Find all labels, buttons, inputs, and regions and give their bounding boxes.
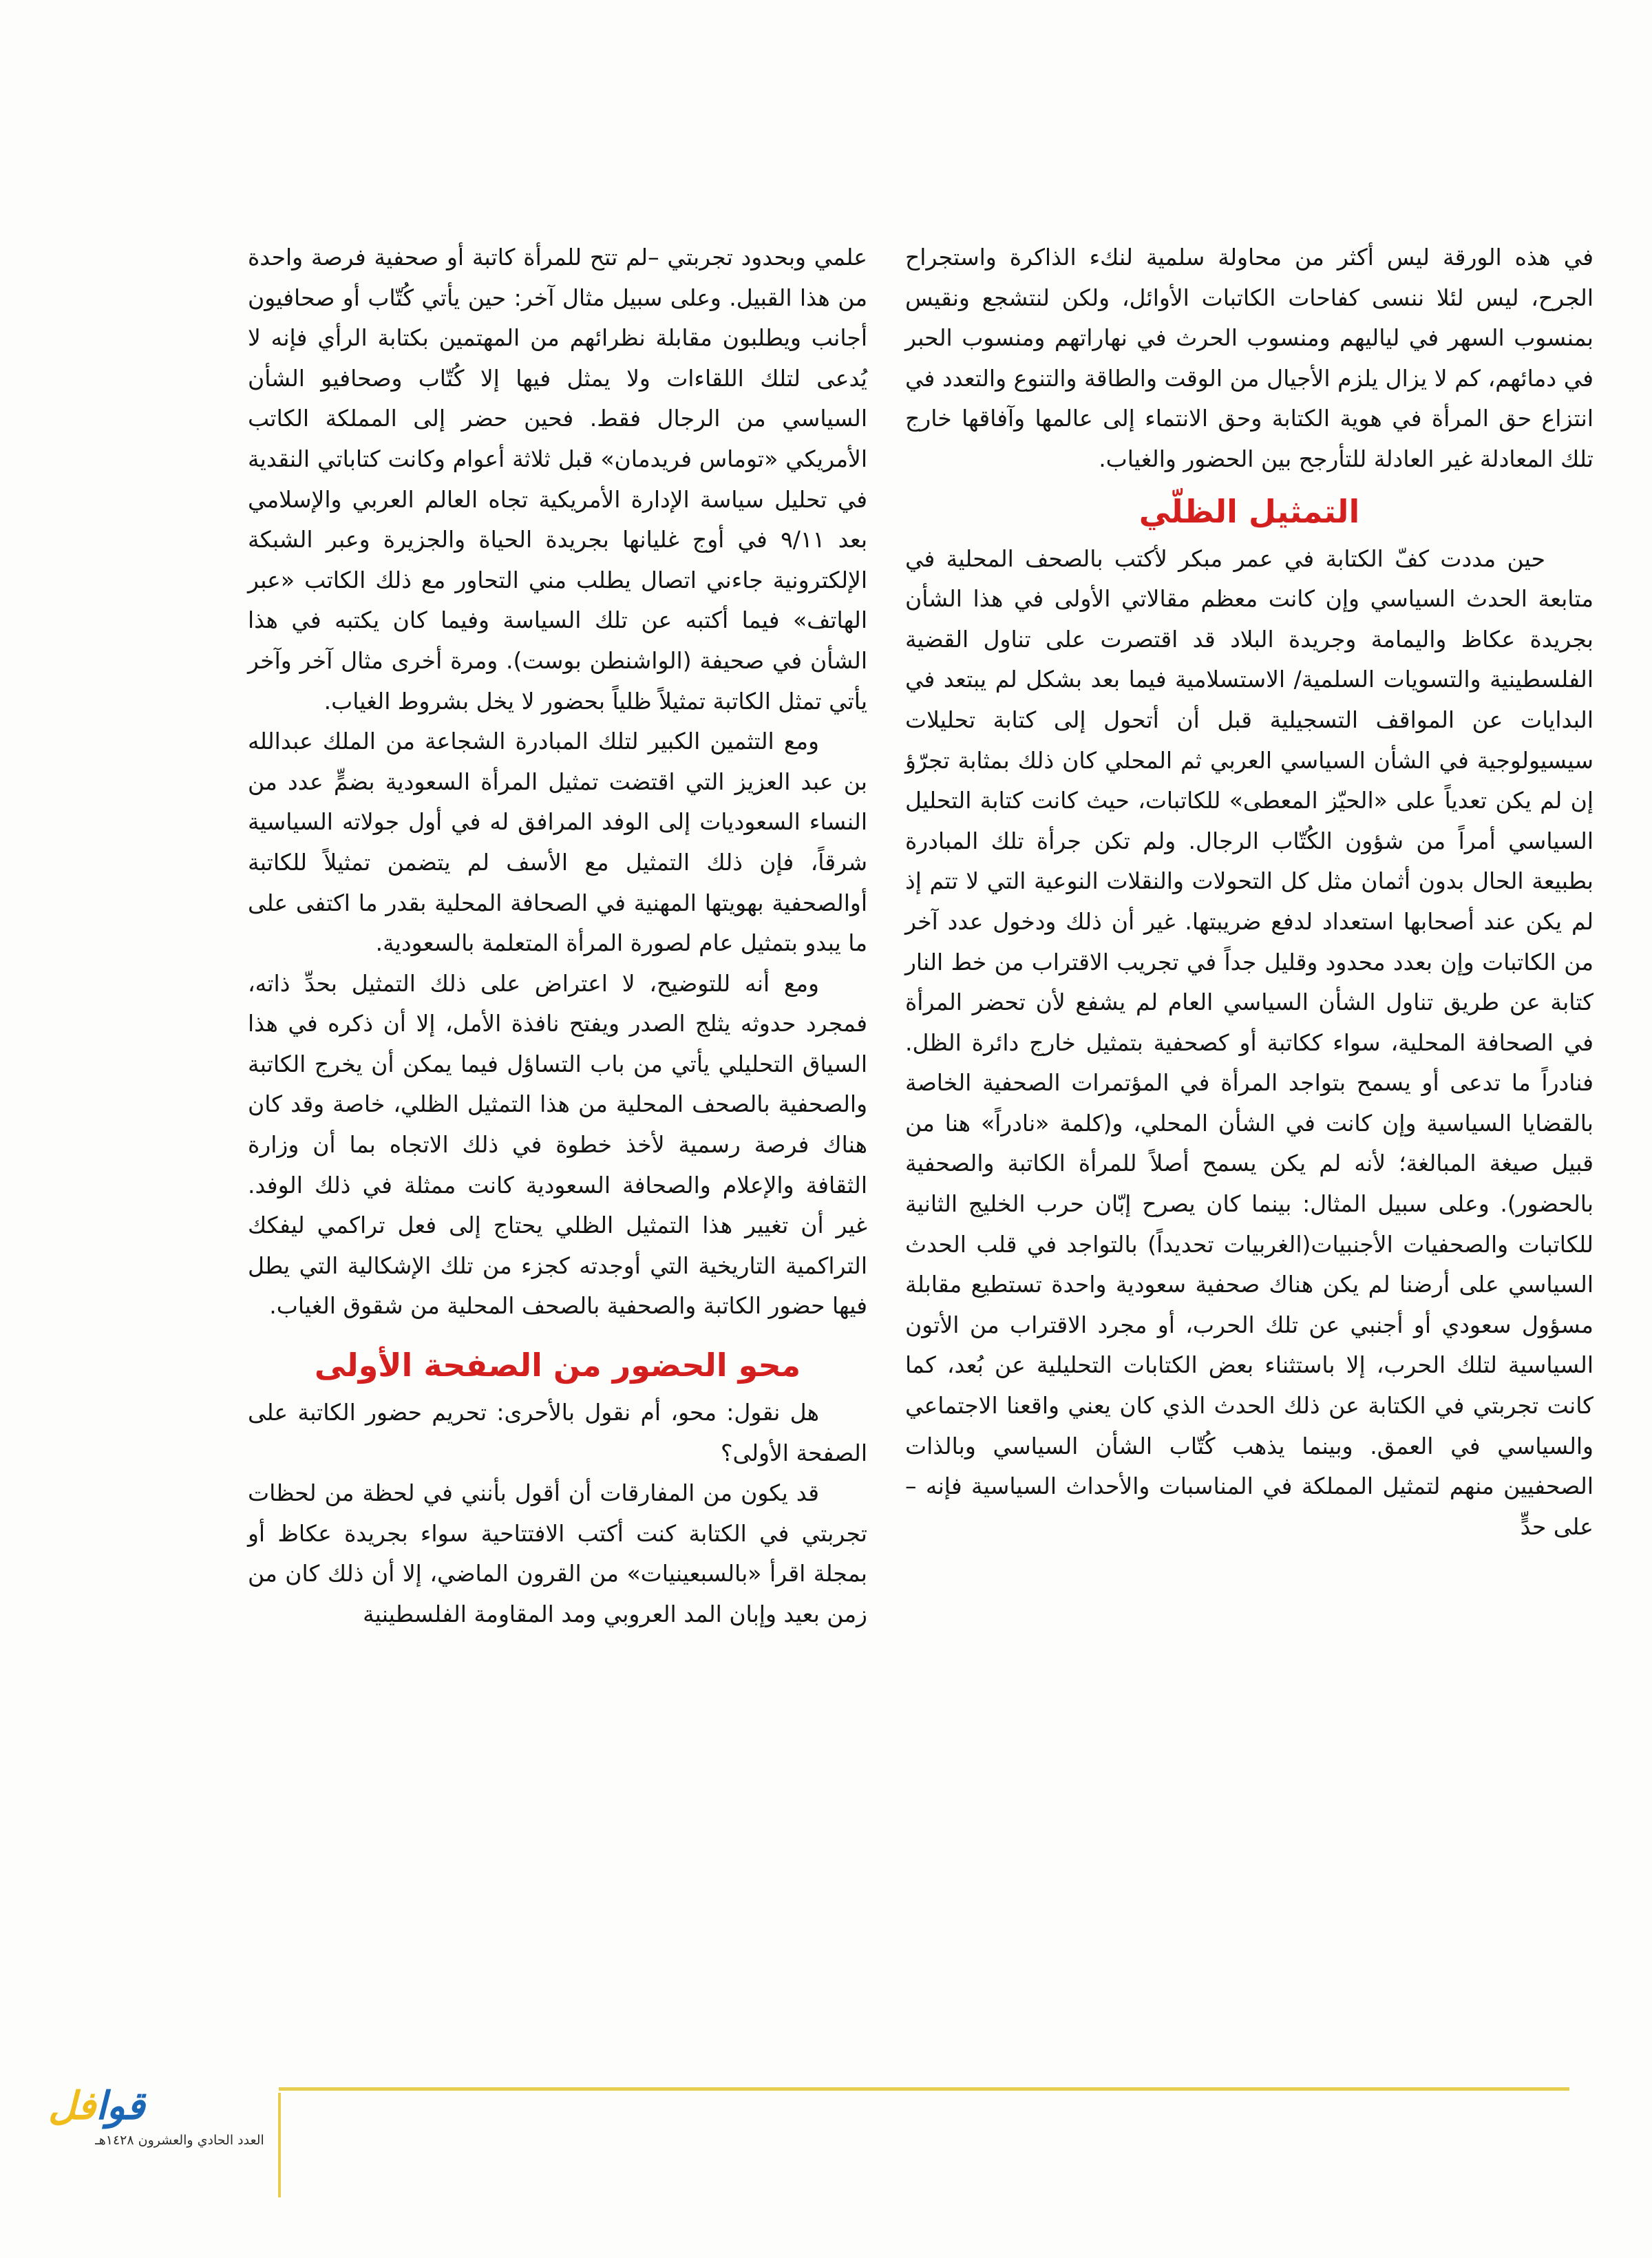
left-paragraph-3: ومع أنه للتوضيح، لا اعتراض على ذلك التمثيل بحدِّ ذاته، فمجرد حدوثه يثلج الصدر ويفتح نافذة الأمل، إلا أن ذكره في هذا السياق التحليلي يأتي من باب التساؤل فيما يمكن أن يخرج الكاتبة والصحفية بالصحف المحلية من هذا التمثيل الظلي، خاصة وقد كان هناك فرصة رسمية لأخذ خطوة في ذلك الاتجاه بما أن وزارة الثقافة والإعلام والصحافة السعودية كانت ممثلة في ذلك الوفد. غير أن تغيير هذا التمثيل الظلي يحتاج إلى فعل تراكمي ليفكك التراكمية التاريخية التي أوجدته كجزء من تلك الإشكالية التي يطل فيها حضور الكاتبة والصحفية بالصحف المحلية من شقوق الغياب. [248,969,867,1320]
footer-divider [279,2087,1569,2091]
logo-text-accent: فل [48,2084,96,2129]
left-paragraph-4: هل نقول: محو، أم نقول بالأحرى: تحريم حضور الكاتبة على الصفحة الأولى؟ [248,1399,867,1466]
section-heading-shadow-representation: التمثيل الظلّي [1139,492,1360,530]
issue-number: العدد الحادي والعشرون ١٤٢٨هـ [95,2133,264,2148]
section-heading-front-page: محو الحضور من الصفحة الأولى [314,1347,801,1384]
logo-text-main: قوا [96,2084,145,2129]
magazine-logo [48,2079,248,2134]
left-paragraph-1: علمي وبحدود تجربتي –لم تتح للمرأة كاتبة أو صحفية فرصة واحدة من هذا القبيل. وعلى سبيل مثال آخر: حين يأتي كُتّاب أو صحافيون أجانب ويطلبون مقابلة نظرائهم من المهتمين بكتابة الرأي فإنه لا يُدعى لتلك اللقاءات ولا يمثل فيها إلا كُتّاب وصحافيو الشأن السياسي من الرجال فقط. فحين حضر إلى المملكة الكاتب الأمريكي «توماس فريدمان» قبل ثلاثة أعوام وكانت كتاباتي النقدية في تحليل سياسة الإدارة الأمريكية تجاه العالم العربي والإسلامي بعد ٩/١١ في أوج غليانها بجريدة الحياة والجزيرة وعبر الشبكة الإلكترونية جاءني اتصال يطلب مني التحاور مع ذلك الكاتب «عبر الهاتف» فيما أكتبه عن تلك السياسة وفيما كان يكتبه في هذا الشأن في صحيفة (الواشنطن بوست). ومرة أخرى مثال آخر وآخر يأتي تمثل الكاتبة تمثيلاً ظلياً بحضور لا يخل بشروط الغياب. [248,244,868,715]
right-paragraph-1: في هذه الورقة ليس أكثر من محاولة سلمية لنكء الذاكرة واستجراح الجرح، ليس لئلا ننسى كفاحات الكاتبات الأوائل، ولكن لنتشجع ونقيس بمنسوب السهر في لياليهم ومنسوب الحرث في نهاراتهم ومنسوب الحبر في دمائهم، كم لا يزال يلزم الأجيال من الوقت والطاقة والتنوع والتعدد في انتزاع حق المرأة في هوية الكتابة وحق الانتماء إلى عالمها وآفاقها خارج تلك المعادلة غير العادلة للتأرجح بين الحضور والغياب. [905,244,1593,472]
left-paragraph-5: قد يكون من المفارقات أن أقول بأنني في لحظة من لحظات تجربتي في الكتابة كنت أكتب الافتتاحية سواء بجريدة عكاظ أو بمجلة اقرأ «بالسبعينيات» من القرون الماضي، إلا أن ذلك كان من زمن بعيد وإبان المد العروبي ومد المقاومة الفلسطينية [248,1479,867,1627]
left-paragraph-2: ومع التثمين الكبير لتلك المبادرة الشجاعة من الملك عبدالله بن عبد العزيز التي اقتضت تمثيل المرأة السعودية بضمٍّ عدد من النساء السعوديات إلى الوفد المرافق له في أول جولاته السياسية شرقاً، فإن ذلك التمثيل مع الأسف لم يتضمن تمثيلاً للكاتبة أوالصحفية بهويتها المهنية في الصحافة المحلية بقدر ما اكتفى على ما يبدو بتمثيل عام لصورة المرأة المتعلمة بالسعودية. [248,728,867,957]
right-paragraph-2: حين مددت كفّ الكتابة في عمر مبكر لأكتب بالصحف المحلية في متابعة الحدث السياسي وإن كانت معظم مقالاتي الأولى في هذا الشأن بجريدة عكاظ واليمامة وجريدة البلاد قد اقتصرت على تناول القضية الفلسطينية والتسويات السلمية/ الاستسلامية فيما بعد بشكل لم يبتعد في البدايات عن المواقف التسجيلية قبل أن أتحول إلى كتابة تحليلات سيسيولوجية في الشأن السياسي العربي ثم المحلي كان ذلك بمثابة تجرّؤ إن لم يكن تعدياً على «الحيّز المعطى» للكاتبات، حيث كانت كتابة التحليل السياسي أمراً من شؤون الكُتّاب الرجال. ولم تكن جرأة تلك المبادرة بطبيعة الحال بدون أثمان مثل كل التحولات والنقلات النوعية التي لا تتم إذ لم يكن عند أصحابها استعداد لدفع ضريبتها. غير أن ذلك ودخول عدد آخر من الكاتبات وإن بعدد محدود وقليل جداً في تجريب الاقتراب من خط النار كتابة عن طريق تناول الشأن السياسي العام لم يشفع لأن تحضر المرأة في الصحافة المحلية، سواء ككاتبة أو كصحفية بتمثيل خارج دائرة الظل. فنادراً ما تدعى أو يسمح بتواجد المرأة في المؤتمرات الصحفية الخاصة بالقضايا السياسية وإن كانت في الشأن المحلي، و(كلمة «نادراً» هنا من قبيل صيغة المبالغة؛ لأنه لم يكن يسمح أصلاً للمرأة الكاتبة والصحفية بالحضور). وعلى سبيل المثال: بينما كان يصرح إبّان حرب الخليج الثانية للكاتبات والصحفيات الأجنبيات(الغربيات تحديداً) بالتواجد في قلب الحدث السياسي على أرضنا لم يكن هناك صحفية سعودية واحدة تستطيع مقابلة مسؤول سعودي أو أجنبي عن تلك الحرب، أو مجرد الاقتراب من الأتون السياسية لتلك الحرب، إلا باستثناء بعض الكتابات التحليلية عن بُعد، كما كانت تجربتي في الكتابة عن ذلك الحدث الذي كان يعني واقعنا الاجتماعي والسياسي في العمق. وبينما يذهب كُتّاب الشأن السياسي وبالذات الصحفيين منهم لتمثيل المملكة في المناسبات والأحداث السياسية فإنه –على حدٍّ [905,545,1593,1540]
left-column [248,238,867,1635]
right-column [905,238,1593,1547]
footer-vertical-divider [278,2093,281,2197]
